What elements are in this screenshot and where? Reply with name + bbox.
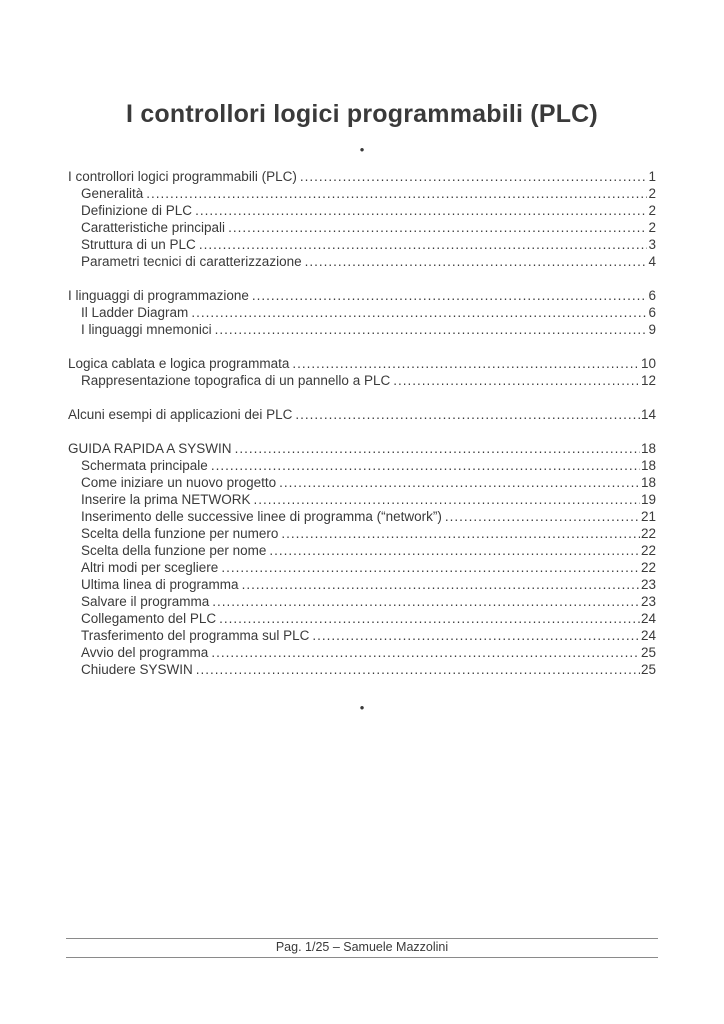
toc-leader-dots — [215, 321, 648, 338]
toc-leader-dots — [211, 457, 640, 474]
toc-entry[interactable] — [68, 525, 656, 542]
toc-entry[interactable] — [68, 202, 656, 219]
toc-entry-label: Avvio del programma — [81, 645, 209, 660]
toc-page-number: 23 — [640, 577, 656, 592]
toc-leader-dots — [235, 440, 640, 457]
toc-entry[interactable] — [68, 644, 656, 661]
toc-entry-label: Schermata principale — [81, 458, 208, 473]
toc-entry-label: Inserire la prima NETWORK — [81, 492, 251, 507]
toc-entry[interactable] — [68, 542, 656, 559]
footer-rule-bottom — [66, 957, 658, 958]
toc-entry-label: Collegamento del PLC — [81, 611, 217, 626]
toc-leader-dots — [312, 627, 640, 644]
toc-leader-dots — [300, 168, 648, 185]
toc-entry[interactable] — [68, 185, 656, 202]
toc-page-number: 6 — [648, 305, 656, 320]
toc-page-number: 18 — [640, 475, 656, 490]
toc-page-number: 23 — [640, 594, 656, 609]
toc-entry[interactable] — [68, 661, 656, 678]
toc-leader-dots — [254, 491, 640, 508]
toc-entry-label: Ultima linea di programma — [81, 577, 239, 592]
toc-leader-dots — [146, 185, 647, 202]
toc-entry[interactable] — [68, 457, 656, 474]
toc-entry[interactable] — [68, 168, 656, 185]
toc-leader-dots — [292, 355, 640, 372]
toc-page-number: 9 — [648, 322, 656, 337]
toc-leader-dots — [305, 253, 648, 270]
toc-leader-dots — [281, 525, 640, 542]
toc-leader-dots — [269, 542, 640, 559]
bullet-separator-bottom: • — [359, 700, 365, 715]
toc-page-number: 25 — [640, 645, 656, 660]
toc-leader-dots — [295, 406, 640, 423]
toc-group — [68, 355, 656, 389]
toc-leader-dots — [196, 661, 640, 678]
toc-entry-label: I controllori logici programmabili (PLC) — [68, 169, 297, 184]
toc-page-number: 19 — [640, 492, 656, 507]
footer-text: Pag. 1/25 – Samuele Mazzolini — [275, 940, 449, 954]
toc — [68, 168, 656, 678]
toc-leader-dots — [279, 474, 640, 491]
toc-leader-dots — [221, 559, 640, 576]
toc-page-number: 18 — [640, 458, 656, 473]
toc-leader-dots — [219, 610, 640, 627]
toc-page-number: 6 — [648, 288, 656, 303]
toc-entry-label: Parametri tecnici di caratterizzazione — [81, 254, 302, 269]
toc-entry[interactable] — [68, 219, 656, 236]
toc-page-number: 2 — [648, 203, 656, 218]
toc-group — [68, 440, 656, 678]
toc-page-number: 24 — [640, 628, 656, 643]
toc-entry-label: Caratteristiche principali — [81, 220, 226, 235]
toc-leader-dots — [393, 372, 640, 389]
toc-entry[interactable] — [68, 355, 656, 372]
toc-leader-dots — [212, 593, 640, 610]
toc-page-number: 22 — [640, 526, 656, 541]
page-footer — [66, 938, 658, 958]
toc-entry[interactable] — [68, 593, 656, 610]
toc-entry[interactable] — [68, 372, 656, 389]
toc-entry[interactable] — [68, 491, 656, 508]
toc-entry-label: Trasferimento del programma sul PLC — [81, 628, 310, 643]
toc-page-number: 2 — [648, 186, 656, 201]
toc-entry-label: Logica cablata e logica programmata — [68, 356, 290, 371]
toc-entry-label: I linguaggi di programmazione — [68, 288, 249, 303]
toc-entry[interactable] — [68, 627, 656, 644]
toc-entry[interactable] — [68, 610, 656, 627]
toc-entry-label: Altri modi per scegliere — [81, 560, 219, 575]
toc-page-number: 25 — [640, 662, 656, 677]
toc-leader-dots — [199, 236, 648, 253]
toc-page-number: 14 — [640, 407, 656, 422]
toc-entry-label: Struttura di un PLC — [81, 237, 196, 252]
toc-entry-label: Definizione di PLC — [81, 203, 193, 218]
toc-page-number: 22 — [640, 543, 656, 558]
toc-leader-dots — [211, 644, 640, 661]
toc-entry-label: Scelta della funzione per numero — [81, 526, 279, 541]
toc-group — [68, 287, 656, 338]
toc-page-number: 4 — [648, 254, 656, 269]
toc-entry[interactable] — [68, 440, 656, 457]
toc-entry[interactable] — [68, 287, 656, 304]
toc-entry-label: I linguaggi mnemonici — [81, 322, 212, 337]
toc-entry[interactable] — [68, 253, 656, 270]
toc-entry[interactable] — [68, 304, 656, 321]
toc-page-number: 21 — [640, 509, 656, 524]
toc-page-number: 22 — [640, 560, 656, 575]
toc-entry[interactable] — [68, 508, 656, 525]
toc-leader-dots — [252, 287, 648, 304]
toc-page-number: 1 — [648, 169, 656, 184]
toc-entry-label: Chiudere SYSWIN — [81, 662, 193, 677]
toc-page-number: 12 — [640, 373, 656, 388]
toc-entry-label: Scelta della funzione per nome — [81, 543, 267, 558]
document-title: I controllori logici programmabili (PLC) — [126, 100, 598, 128]
toc-entry-label: Rappresentazione topografica di un pannello a PLC — [81, 373, 391, 388]
toc-leader-dots — [195, 202, 647, 219]
toc-entry[interactable] — [68, 406, 656, 423]
toc-entry[interactable] — [68, 321, 656, 338]
toc-page-number: 3 — [648, 237, 656, 252]
toc-entry[interactable] — [68, 236, 656, 253]
toc-page-number: 18 — [640, 441, 656, 456]
toc-page-number: 10 — [640, 356, 656, 371]
toc-entry-label: Come iniziare un nuovo progetto — [81, 475, 277, 490]
toc-group — [68, 406, 656, 423]
toc-leader-dots — [228, 219, 647, 236]
toc-leader-dots — [242, 576, 640, 593]
toc-entry-label: Salvare il programma — [81, 594, 210, 609]
toc-entry-label: Inserimento delle successive linee di programma (“network”) — [81, 509, 442, 524]
toc-entry-label: Il Ladder Diagram — [81, 305, 189, 320]
toc-group — [68, 168, 656, 270]
toc-entry[interactable] — [68, 576, 656, 593]
toc-entry-label: GUIDA RAPIDA A SYSWIN — [68, 441, 232, 456]
toc-page-number: 24 — [640, 611, 656, 626]
toc-entry[interactable] — [68, 559, 656, 576]
toc-page-number: 2 — [648, 220, 656, 235]
toc-entry-label: Generalità — [81, 186, 144, 201]
toc-leader-dots — [191, 304, 647, 321]
toc-entry-label: Alcuni esempi di applicazioni dei PLC — [68, 407, 293, 422]
toc-leader-dots — [445, 508, 640, 525]
toc-entry[interactable] — [68, 474, 656, 491]
bullet-separator-top: • — [359, 142, 365, 157]
